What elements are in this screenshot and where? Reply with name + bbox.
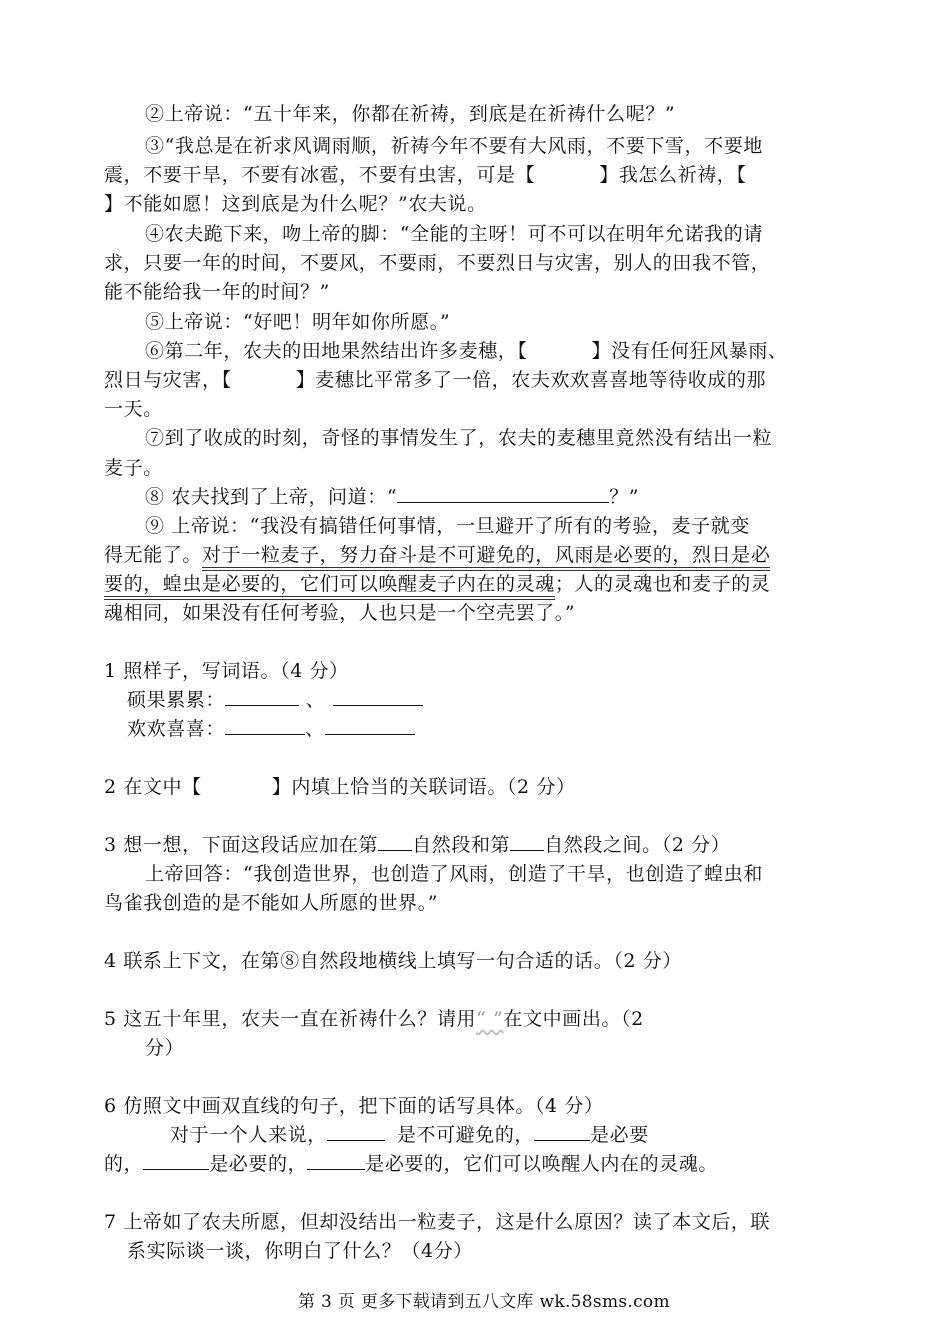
paragraph-9-line-2 [104, 542, 770, 568]
paragraph-4-text: 能不能给我一年的时间？” [104, 281, 330, 303]
question-3-text: 鸟雀我创造的是不能如人所愿的世界。” [104, 892, 439, 914]
paragraph-3-line-3 [104, 191, 487, 217]
paragraph-9-line-1 [145, 513, 750, 539]
question-3-text: 自然段和第 [412, 834, 511, 856]
paragraph-2-text: ②上帝说：“五十年来，你都在祈祷，到底是在祈祷什么呢？” [145, 103, 676, 125]
double-underlined-sentence: 要的，蝗虫是必要的，它们可以唤醒麦子内在的灵魂 [104, 573, 555, 600]
question-7-text: 系实际谈一谈，你明白了什么？（4分） [127, 1240, 473, 1262]
footer-text: 第 3 页 更多下载请到五八文库 wk.58sms.com [298, 1292, 670, 1312]
answer-blank[interactable] [534, 1122, 590, 1141]
paragraph-3-text: 震，不要干旱，不要有冰雹，不要有虫害，可是【 [104, 164, 536, 186]
question-7-text: 7 上帝如了农夫所愿，但却没结出一粒麦子，这是什么原因？读了本文后，联 [104, 1211, 771, 1233]
paragraph-9-line-4 [104, 600, 575, 626]
paragraph-6-text: ⑥第二年，农夫的田地果然结出许多麦穗，【 [145, 340, 528, 362]
question-6-text: 是不可避免的， [396, 1124, 535, 1146]
paragraph-5 [145, 309, 450, 335]
question-7-line-1 [104, 1209, 770, 1235]
question-3-text: 3 想一想，下面这段话应加在第 [104, 834, 379, 856]
question-1-word: 硕果累累： [127, 689, 226, 711]
paragraph-5-text: ⑤上帝说：“好吧！明年如你所愿。” [145, 311, 451, 333]
answer-blank[interactable] [397, 484, 609, 503]
answer-blank[interactable] [333, 687, 423, 706]
answer-blank[interactable] [327, 1122, 385, 1141]
paragraph-7-text: ⑦到了收成的时刻，奇怪的事情发生了，农夫的麦穗里竟然没有结出一粒 [145, 427, 773, 449]
page-footer [298, 1289, 670, 1315]
answer-blank[interactable] [510, 832, 544, 851]
paragraph-6-line-1 [145, 338, 788, 364]
question-2-text: 2 在文中【 [104, 776, 202, 798]
answer-blank[interactable] [378, 832, 412, 851]
paragraph-9-text: ；人的灵魂也和麦子的灵 [554, 573, 771, 595]
question-3-line-1 [104, 832, 730, 858]
paragraph-6-text: 】麦穗比平常多了一倍，农夫欢欢喜喜地等待收成的那 [295, 369, 767, 391]
paragraph-3-line-2 [104, 162, 747, 188]
answer-blank[interactable] [143, 1151, 209, 1170]
question-1-row-2 [127, 716, 415, 742]
question-3-line-2 [145, 861, 763, 887]
question-6-text: 的， [104, 1153, 144, 1175]
question-3-text: 上帝回答：“我创造世界，也创造了风雨，创造了干旱，也创造了蝗虫和 [145, 863, 763, 885]
paragraph-4-line-2 [104, 250, 770, 276]
question-6-text: 对于一个人来说， [170, 1124, 327, 1146]
question-7-line-2 [127, 1238, 473, 1264]
question-6-text: 是必要的，它们可以唤醒人内在的灵魂。 [365, 1153, 719, 1175]
question-3-text: 自然段之间。（2 分） [544, 834, 731, 856]
question-5-text: 分） [145, 1037, 185, 1059]
question-4-text: 4 联系上下文，在第⑧自然段地横线上填写一句合适的话。（2 分） [104, 950, 682, 972]
question-2 [104, 774, 576, 800]
paragraph-8-text: ⑧ 农夫找到了上帝，问道：“ [145, 486, 398, 508]
paragraph-4-text: ④农夫跪下来，吻上帝的脚：“全能的主呀！可不可以在明年允诺我的请 [145, 223, 763, 245]
paragraph-6-text: 烈日与灾害，【 [104, 369, 232, 391]
question-6-line-1 [170, 1122, 649, 1148]
question-2-text: 】内填上恰当的关联词语。（2 分） [271, 776, 576, 798]
wavy-underline-sample: “ ” [476, 1008, 504, 1030]
paragraph-4-line-1 [145, 221, 763, 247]
answer-blank[interactable] [225, 716, 305, 735]
question-5-text: 在文中画出。（2 [503, 1008, 644, 1030]
paragraph-4-text: 求，只要一年的时间，不要风，不要雨，不要烈日与灾害，别人的田我不管， [104, 252, 771, 274]
paragraph-3-text: ③“我总是在祈求风调雨顺，祈祷今年不要有大风雨，不要下雪，不要地 [145, 135, 763, 157]
question-1-text: 1 照样子，写词语。（4 分） [104, 660, 349, 682]
paragraph-6-line-3 [104, 396, 163, 422]
separator: 、 [299, 689, 326, 711]
paragraph-3-text: 】我怎么祈祷，【 [599, 164, 747, 186]
paragraph-3-text: 】不能如愿！这到底是为什么呢？”农夫说。 [104, 193, 487, 215]
question-6-text: 是必要的， [209, 1153, 308, 1175]
paragraph-6-text: 一天。 [104, 398, 163, 420]
question-6-text: 是必要 [590, 1124, 649, 1146]
question-5-line-2 [145, 1035, 184, 1061]
question-1-title [104, 658, 349, 684]
answer-blank[interactable] [325, 716, 415, 735]
question-6-line-2 [104, 1151, 718, 1177]
paragraph-4-line-3 [104, 279, 330, 305]
paragraph-6-text: 】没有任何狂风暴雨、 [591, 340, 788, 362]
paragraph-3-line-1 [145, 133, 763, 159]
answer-blank[interactable] [307, 1151, 365, 1170]
paragraph-8-text: ？” [609, 486, 640, 508]
question-5-line-1 [104, 1006, 644, 1032]
question-6-text: 6 仿照文中画双直线的句子，把下面的话写具体。（4 分） [104, 1095, 604, 1117]
double-underlined-sentence: 对于一粒麦子，努力奋斗是不可避免的，风雨是必要的，烈日是必 [202, 544, 770, 571]
paragraph-9-line-3 [104, 571, 770, 597]
paragraph-6-line-2 [104, 367, 766, 393]
answer-blank[interactable] [225, 687, 299, 706]
question-1-word: 欢欢喜喜： [127, 718, 226, 740]
question-3-line-3 [104, 890, 438, 916]
paragraph-7-line-1 [145, 425, 772, 451]
paragraph-9-text: 得无能了。 [104, 544, 203, 566]
question-6-title [104, 1093, 604, 1119]
paragraph-9-text: 魂相同，如果没有任何考验，人也只是一个空壳罢了。” [104, 602, 576, 624]
paragraph-7-line-2 [104, 455, 163, 481]
question-5-text: 5 这五十年里，农夫一直在祈祷什么？请用 [104, 1008, 477, 1030]
paragraph-7-text: 麦子。 [104, 457, 163, 479]
paragraph-2 [145, 101, 675, 127]
paragraph-9-text: ⑨ 上帝说：“我没有搞错任何事情，一旦避开了所有的考验，麦子就变 [145, 515, 750, 537]
question-1-row-1 [127, 687, 423, 713]
paragraph-8 [145, 484, 639, 510]
separator: 、 [305, 718, 325, 740]
question-4 [104, 948, 682, 974]
